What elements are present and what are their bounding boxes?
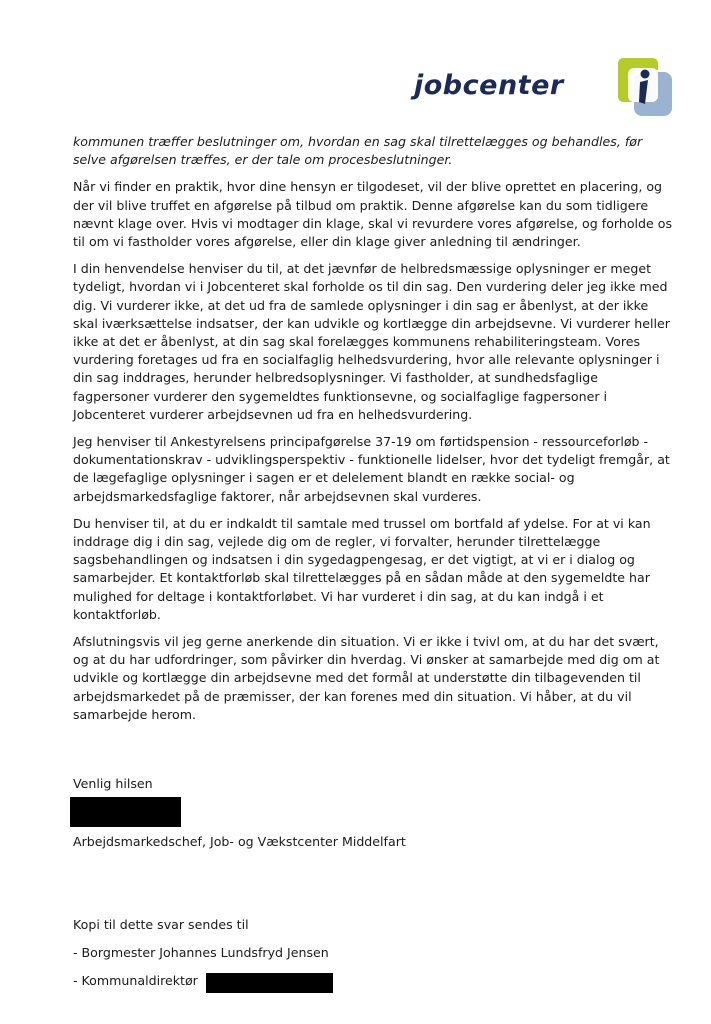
signer-title: Arbejdsmarkedschef, Job- og Vækstcenter Middelfart xyxy=(73,834,406,849)
paragraph-procesbeslutninger: kommunen træffer beslutninger om, hvordan en sag skal tilrettelægges og behandles, før selve afgørelsen træffes, er der tale om procesbeslutninger. xyxy=(73,134,643,168)
copy-recipient: - Kommunaldirektør xyxy=(73,973,198,988)
jobcenter-logo xyxy=(414,56,680,120)
closing-greeting: Venlig hilsen xyxy=(73,776,153,791)
copy-recipient: - Borgmester Johannes Lundsfryd Jensen xyxy=(73,945,329,960)
paragraph-afslutning: Afslutningsvis vil jeg gerne anerkende din situation. Vi er ikke i tvivl om, at du har det svært, og at du har udfordringer, som påvirker din hverdag. Vi ønsker at samarbejde med dig om at udvikle og kortlægge din arbejdsevne med det formål at understøtte din tilbagevenden til arbejdsmarkedet på de præmisser, der kan forenes med din situation. Vi håber, at du vil samarbejde herom. xyxy=(73,634,660,722)
info-i-icon xyxy=(612,56,676,120)
copy-heading: Kopi til dette svar sendes til xyxy=(73,917,249,932)
paragraph-kontaktforloeb: Du henviser til, at du er indkaldt til samtale med trussel om bortfald af ydelse. For at vi kan inddrage dig i din sag, vejlede dig om de regler, vi forvalter, herunder tilrettelægge sagsbehandlingen og indsatsen i din sygedagpengesag, er det vigtigt, at vi er i dialog og samarbejder. Et kontaktforløb skal tilrettelægges på en sådan måde at den sygemeldte har mulighed for deltage i kontaktforløbet. Vi har vurderet i din sag, at du kan indgå i et kontaktforløb. xyxy=(73,515,651,622)
paragraph-praktik: Når vi finder en praktik, hvor dine hensyn er tilgodeset, vil der blive oprettet en placering, og der vil blive truffet en afgørelse på tilbud om praktik. Denne afgørelse kan du som tidligere nævnt klage over. Hvis vi modtager din klage, skal vi revurdere vores afgørelse, og forholde os til om vi fastholder vores afgørelse, eller din klage giver anledning til ændringer. xyxy=(73,179,673,250)
redacted-recipient-name xyxy=(206,973,333,993)
letter-body xyxy=(73,133,673,733)
paragraph-ankestyrelsen: Jeg henviser til Ankestyrelsens principafgørelse 37-19 om førtidspension - ressourceforløb - dokumentationskrav - udviklingsperspektiv - funktionelle lidelser, hvor det tydeligt fremgår, at de lægefaglige oplysninger i sagen er et delelement blandt en række social- og arbejdsmarkedsfaglige faktorer, når arbejdsevnen skal vurderes. xyxy=(73,434,670,504)
logo-wordmark: jobcenter xyxy=(414,70,564,101)
paragraph-vurdering: I din henvendelse henviser du til, at det jævnfør de helbredsmæssige oplysninger er meget tydeligt, hvordan vi i Jobcenteret skal forholde os til din sag. Den vurdering deler jeg ikke med dig. Vi vurderer ikke, at det ud fra de samlede oplysninger i din sag er åbenlyst, at der ikke skal iværksættelse indsatser, der kan udvikle og kortlægge din arbejdsevne. Vi vurderer heller ikke at det er åbenlyst, at din sag skal forelægges kommunens rehabiliteringsteam. Vores vurdering foretages ud fra en socialfaglig helhedsvurdering, hvor alle relevante oplysninger i din sag inddrages, herunder helbredsoplysninger. Vi fastholder, at sundhedsfaglige fagpersoner vurderer den sygemeldtes funktionsevne, og socialfaglige fagpersoner i Jobcenteret vurderer arbejdsevnen ud fra en helhedsvurdering. xyxy=(73,261,670,422)
redacted-signature-name xyxy=(70,797,181,827)
